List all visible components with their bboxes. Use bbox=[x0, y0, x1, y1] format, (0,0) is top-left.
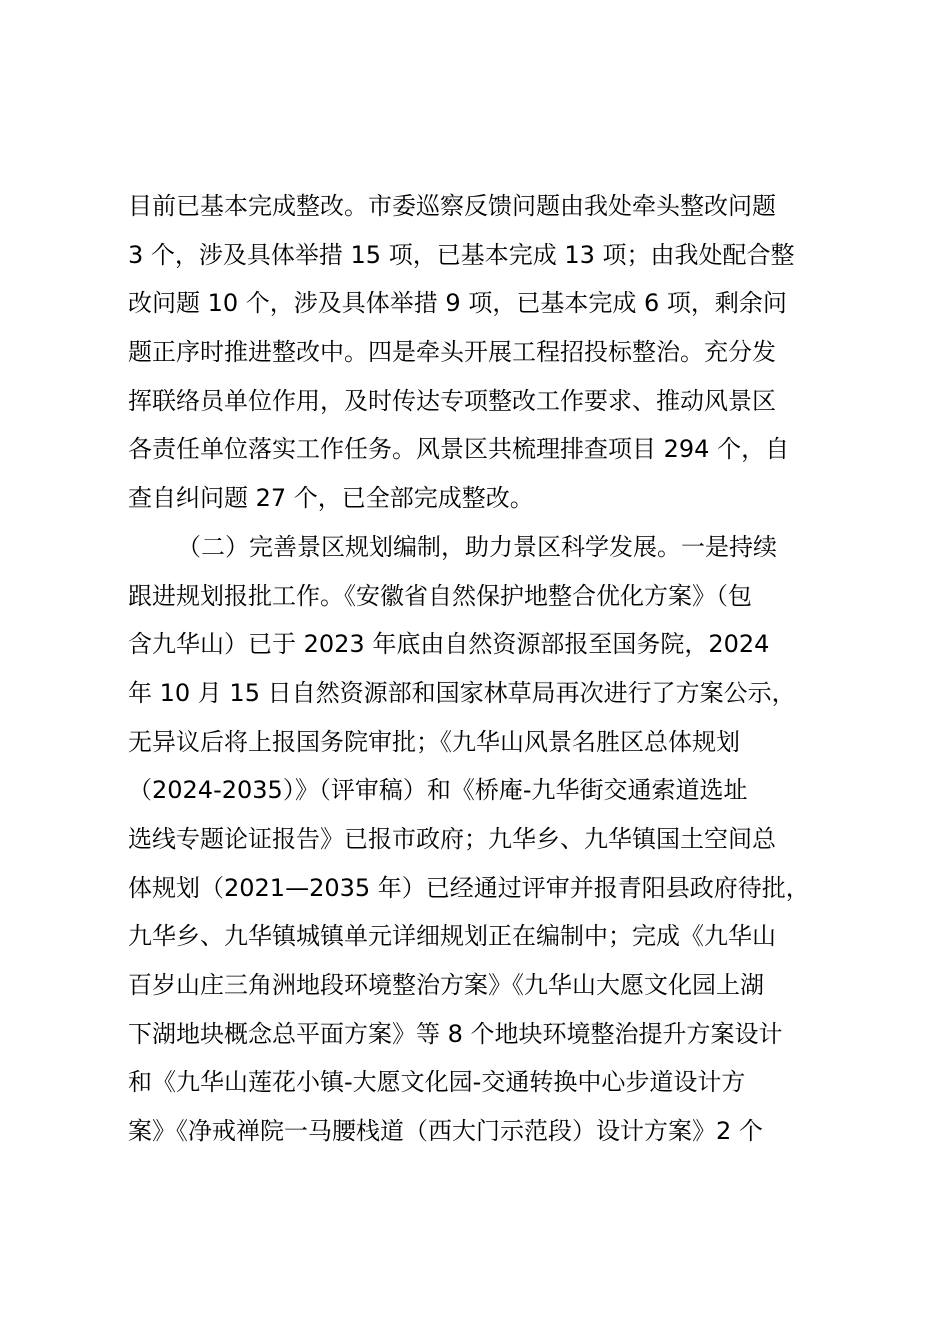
text-line: 九华乡、九华镇城镇单元详细规划正在编制中；完成《九华山 bbox=[128, 922, 776, 951]
text-line: （2024-2035）》（评审稿）和《桥庵-九华街交通索道选址 bbox=[128, 776, 748, 805]
text-line: 跟进规划报批工作。《安徽省自然保护地整合优化方案》（包 bbox=[128, 581, 752, 610]
text-line: 体规划（2021—2035 年）已经通过评审并报青阳县政府待批， bbox=[128, 873, 810, 902]
text-line: 下湖地块概念总平面方案》等 8 个地块环境整治提升方案设计 bbox=[128, 1019, 783, 1048]
text-line: 各责任单位落实工作任务。风景区共梳理排查项目 294 个，自 bbox=[128, 435, 790, 464]
section-heading-line: （二）完善景区规划编制，助力景区科学发展。一是持续 bbox=[177, 532, 777, 561]
document-body bbox=[128, 182, 888, 1156]
text-line: 百岁山庄三角洲地段环境整治方案》《九华山大愿文化园上湖 bbox=[128, 971, 764, 999]
paragraph-scenic-planning bbox=[128, 523, 888, 1156]
text-line: 题正序时推进整改中。四是牵头开展工程招投标整治。充分发 bbox=[128, 338, 776, 367]
text-line: 年 10 月 15 日自然资源部和国家林草局再次进行了方案公示， bbox=[128, 678, 796, 707]
text-line: 改问题 10 个，涉及具体举措 9 项，已基本完成 6 项，剩余问 bbox=[128, 289, 787, 318]
text-line: 挥联络员单位作用，及时传达专项整改工作要求、推动风景区 bbox=[128, 386, 776, 415]
text-line: 目前已基本完成整改。市委巡察反馈问题由我处牵头整改问题 bbox=[128, 192, 776, 220]
text-line: 3 个，涉及具体举措 15 项，已基本完成 13 项；由我处配合整 bbox=[128, 240, 795, 269]
text-line: 含九华山）已于 2023 年底由自然资源部报至国务院，2024 bbox=[128, 630, 770, 659]
text-line: 查自纠问题 27 个，已全部完成整改。 bbox=[128, 484, 534, 513]
paragraph-rectification-progress bbox=[128, 182, 888, 523]
text-line: 选线专题论证报告》已报市政府；九华乡、九华镇国土空间总 bbox=[128, 824, 776, 853]
text-line: 案》《净戒禅院一马腰栈道（西大门示范段）设计方案》2 个 bbox=[128, 1117, 763, 1146]
text-line: 无异议后将上报国务院审批；《九华山风景名胜区总体规划 bbox=[128, 727, 740, 756]
text-line: 和《九华山莲花小镇-大愿文化园-交通转换中心步道设计方 bbox=[128, 1068, 746, 1097]
